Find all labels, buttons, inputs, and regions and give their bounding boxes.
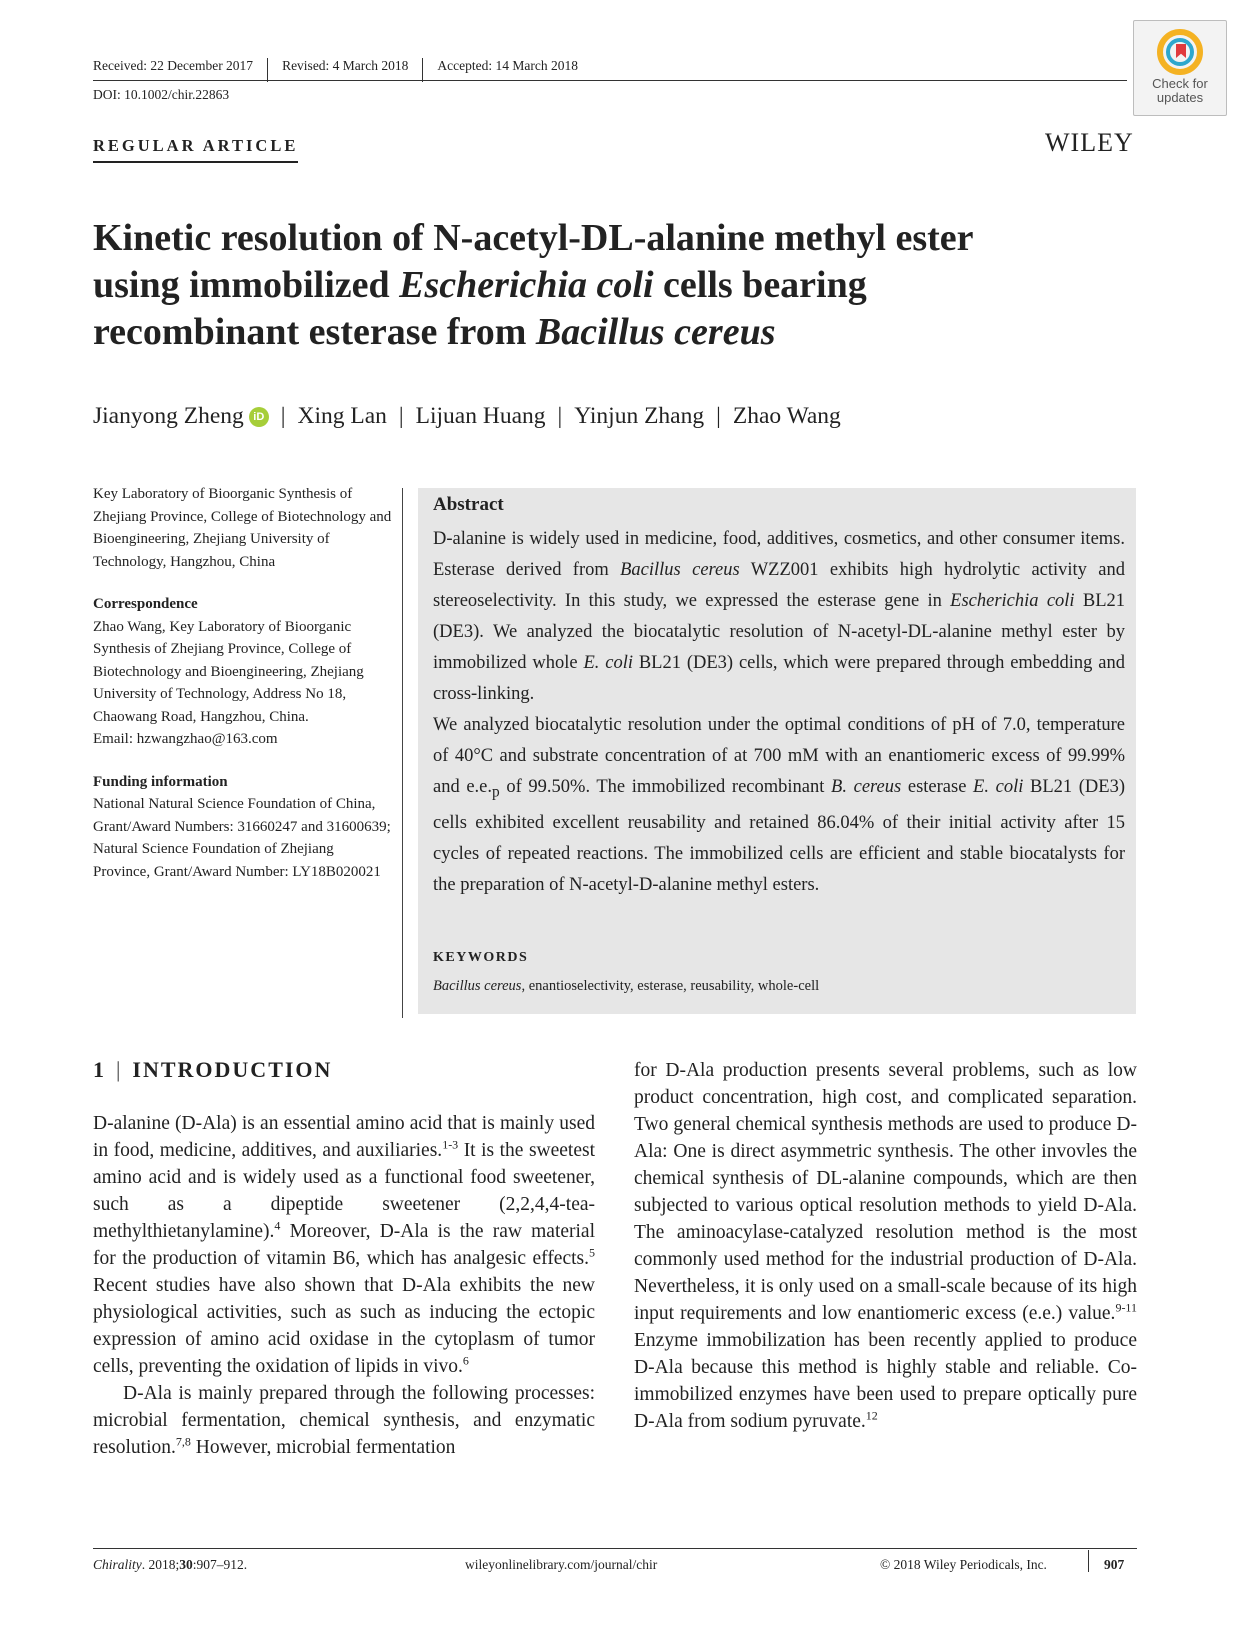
citation-ref[interactable]: 9-11	[1115, 1300, 1137, 1315]
author-separator: |	[398, 403, 404, 429]
correspondence-heading: Correspondence	[93, 596, 198, 612]
bookmark-icon	[1157, 29, 1203, 75]
journal-name: Chirality	[93, 1557, 142, 1572]
title-italic: Bacillus cereus	[535, 311, 776, 353]
abstract-heading: Abstract	[433, 494, 504, 515]
affiliation: Key Laboratory of Bioorganic Synthesis of Zhejiang Province, College of Biotechnology and Bioengineering, Zhejiang University of Technology, Hangzhou, China	[93, 486, 392, 570]
journal-volume: 30	[179, 1557, 193, 1572]
citation-ref[interactable]: 1-3	[442, 1137, 459, 1152]
section-number: 1	[93, 1057, 106, 1082]
author-separator: |	[557, 403, 563, 429]
citation-text: . 2018;	[141, 1557, 180, 1572]
citation-ref[interactable]: 6	[462, 1353, 469, 1368]
copyright: © 2018 Wiley Periodicals, Inc.	[880, 1557, 1047, 1572]
intro-text: for D-Ala production presents several problems, such as low product concentration, high cost, and complicated separation. Two general chemical synthesis methods are used to produce D-Ala: One is direct asymmetric synthesis. The other invovles the chemical synthesis of DL-alanine compounds, which are then subjected to various optical resolution methods to yield D-Ala. The aminoacylase-catalyzed resolution method is the most commonly used method for the industrial production of D-Ala. Nevertheless, it is only used on a small-scale because of its high input requirements and low enantiomeric excess (e.e.) value.	[634, 1060, 1137, 1324]
title-text: cells bearing	[653, 264, 867, 306]
journal-url[interactable]: wileyonlinelibrary.com/journal/chir	[465, 1557, 658, 1572]
abstract-paragraph-1	[433, 524, 1125, 710]
publisher-logo: WILEY	[1045, 128, 1134, 157]
column-divider	[402, 488, 403, 1018]
abstract-text-run: We analyzed biocatalytic resolution under the optimal conditions of pH of 7.0, temperature of 40°C and substrate concentration of at 700 mM with an enantiomeric excess of 99.99% and e.e.	[433, 715, 1125, 797]
revised-date: Revised: 4 March 2018	[268, 58, 423, 82]
citation-ref[interactable]: 4	[274, 1218, 281, 1233]
intro-text: D-Ala is mainly prepared through the following processes: microbial fermentation, chemical synthesis, and enzymatic resolution.	[93, 1383, 595, 1458]
article-title	[93, 215, 1133, 356]
abstract-paragraph-2	[433, 710, 1125, 901]
author-name[interactable]: Jianyong Zheng	[93, 403, 244, 429]
article-type: REGULAR ARTICLE	[93, 136, 298, 163]
abstract-italic: E. coli	[583, 653, 633, 673]
check-label-line1: Check for	[1152, 76, 1208, 91]
keywords-list	[433, 978, 819, 995]
header-rule	[93, 80, 1127, 81]
citation-text: :907–912.	[192, 1557, 248, 1572]
received-date: Received: 22 December 2017	[93, 58, 268, 82]
keyword-text: , enantioselectivity, esterase, reusability, whole-cell	[521, 978, 820, 994]
title-line-2	[93, 262, 1133, 309]
correspondence	[93, 593, 393, 751]
citation-ref[interactable]: 12	[865, 1408, 878, 1423]
doi: DOI: 10.1002/chir.22863	[93, 87, 230, 102]
intro-paragraph-2	[93, 1380, 595, 1461]
intro-text: However, microbial fermentation	[190, 1437, 456, 1458]
section-separator: |	[116, 1057, 123, 1082]
citation-ref[interactable]: 5	[589, 1245, 595, 1260]
author-name[interactable]: Lijuan Huang	[415, 403, 546, 429]
correspondence-text: Zhao Wang, Key Laboratory of Bioorganic Synthesis of Zhejiang Province, College of Biotechnology and Bioengineering, Zhejiang University of Technology, Address No 18, Chaowang Road, Hangzhou, China.	[93, 618, 364, 725]
abstract-text-run: BL21 (DE3). We analyzed the biocatalytic resolution of N-acetyl-DL-alanine methyl ester by immobilized whole	[433, 591, 1126, 673]
abstract-box	[418, 488, 1136, 1014]
check-label-line2: updates	[1156, 90, 1204, 105]
article-dates	[93, 58, 592, 82]
abstract-italic: E. coli	[973, 777, 1024, 797]
abstract-subscript: p	[492, 783, 500, 801]
abstract-text	[433, 524, 1125, 901]
keyword-italic: Bacillus cereus	[433, 978, 522, 994]
author-separator: |	[280, 403, 286, 429]
footer-rule	[93, 1548, 1137, 1549]
keywords-heading: KEYWORDS	[433, 950, 529, 965]
title-text: using immobilized	[93, 264, 400, 306]
section-title: INTRODUCTION	[132, 1057, 333, 1082]
correspondence-email[interactable]: Email: hzwangzhao@163.com	[93, 731, 278, 747]
orcid-icon[interactable]: iD	[249, 407, 269, 427]
abstract-text-run: BL21 (DE3) cells, which were prepared through embedding and cross-linking.	[433, 653, 1125, 704]
funding	[93, 771, 393, 884]
check-for-updates-label	[1134, 77, 1226, 105]
intro-paragraph-2-cont	[634, 1057, 1137, 1435]
page-number: 907	[1104, 1557, 1125, 1572]
funding-heading: Funding information	[93, 773, 228, 790]
abstract-italic: Bacillus cereus	[620, 560, 740, 580]
article-info-column	[93, 483, 393, 903]
author-separator: |	[716, 403, 721, 429]
abstract-text-run: BL21 (DE3) cells exhibited excellent reusability and retained 86.04% of their initial activity after 15 cycles of repeated reactions. The immobilized cells are efficient and stable biocatalysts for the preparation of N-acetyl-D-alanine methyl esters.	[433, 777, 1126, 895]
accepted-date: Accepted: 14 March 2018	[437, 58, 578, 73]
abstract-text-run: esterase	[901, 777, 974, 797]
author-list	[93, 403, 841, 430]
funding-text: National Natural Science Foundation of China, Grant/Award Numbers: 31660247 and 31600639; Natural Science Foundation of Zhejiang Province, Grant/Award Number: LY18B020021	[93, 796, 391, 880]
citation-ref[interactable]: 7,8	[175, 1434, 191, 1449]
check-for-updates-button[interactable]	[1133, 20, 1227, 116]
title-italic: Escherichia coli	[399, 264, 654, 306]
intro-text: Enzyme immobilization has been recently applied to produce D-Ala because this method is highly stable and reliable. Co-immobilized enzymes have been used to prepare optically pure D-Ala from sodium pyruvate.	[634, 1330, 1137, 1432]
abstract-text-run: D-alanine is widely used in medicine, food, additives, cosmetics, and other consumer items. Esterase derived from	[433, 529, 1125, 580]
abstract-text-run: WZZ001 exhibits high hydrolytic activity and stereoselectivity. In this study, we expressed the esterase gene in	[433, 560, 1125, 611]
abstract-italic: Escherichia coli	[950, 591, 1075, 611]
author-name[interactable]: Xing Lan	[297, 403, 387, 429]
intro-text: It is the sweetest amino acid and is widely used as a functional food sweetener, such as a dipeptide sweetener (2,2,4,4-tea-methylthietanylamine).	[93, 1140, 596, 1242]
intro-text: D-alanine (D-Ala) is an essential amino acid that is mainly used in food, medicine, additives, and auxiliaries.	[93, 1113, 595, 1161]
intro-column-left	[93, 1110, 595, 1461]
title-text: recombinant esterase from	[93, 311, 536, 353]
abstract-text-run: of 99.50%. The immobilized recombinant	[499, 777, 832, 797]
abstract-italic: B. cereus	[831, 777, 902, 797]
intro-column-right	[634, 1057, 1137, 1435]
section-heading	[93, 1057, 332, 1083]
intro-paragraph-1	[93, 1110, 595, 1380]
author-name[interactable]: Zhao Wang	[732, 403, 841, 429]
intro-text: Recent studies have also shown that D-Ala exhibits the new physiological activities, such as such as inducing the ectopic expression of amino acid oxidase in the cytoplasm of tumor cells, preventing the oxidation of lipids in vivo.	[93, 1275, 595, 1377]
intro-text: Moreover, D-Ala is the raw material for the production of vitamin B6, which has analgesic effects.	[93, 1221, 595, 1269]
title-line-1: Kinetic resolution of N-acetyl-DL-alanine methyl ester	[93, 217, 974, 259]
footer-divider	[1088, 1550, 1089, 1572]
author-name[interactable]: Yinjun Zhang	[574, 403, 705, 429]
journal-citation	[93, 1557, 247, 1573]
title-line-3	[93, 309, 1133, 356]
